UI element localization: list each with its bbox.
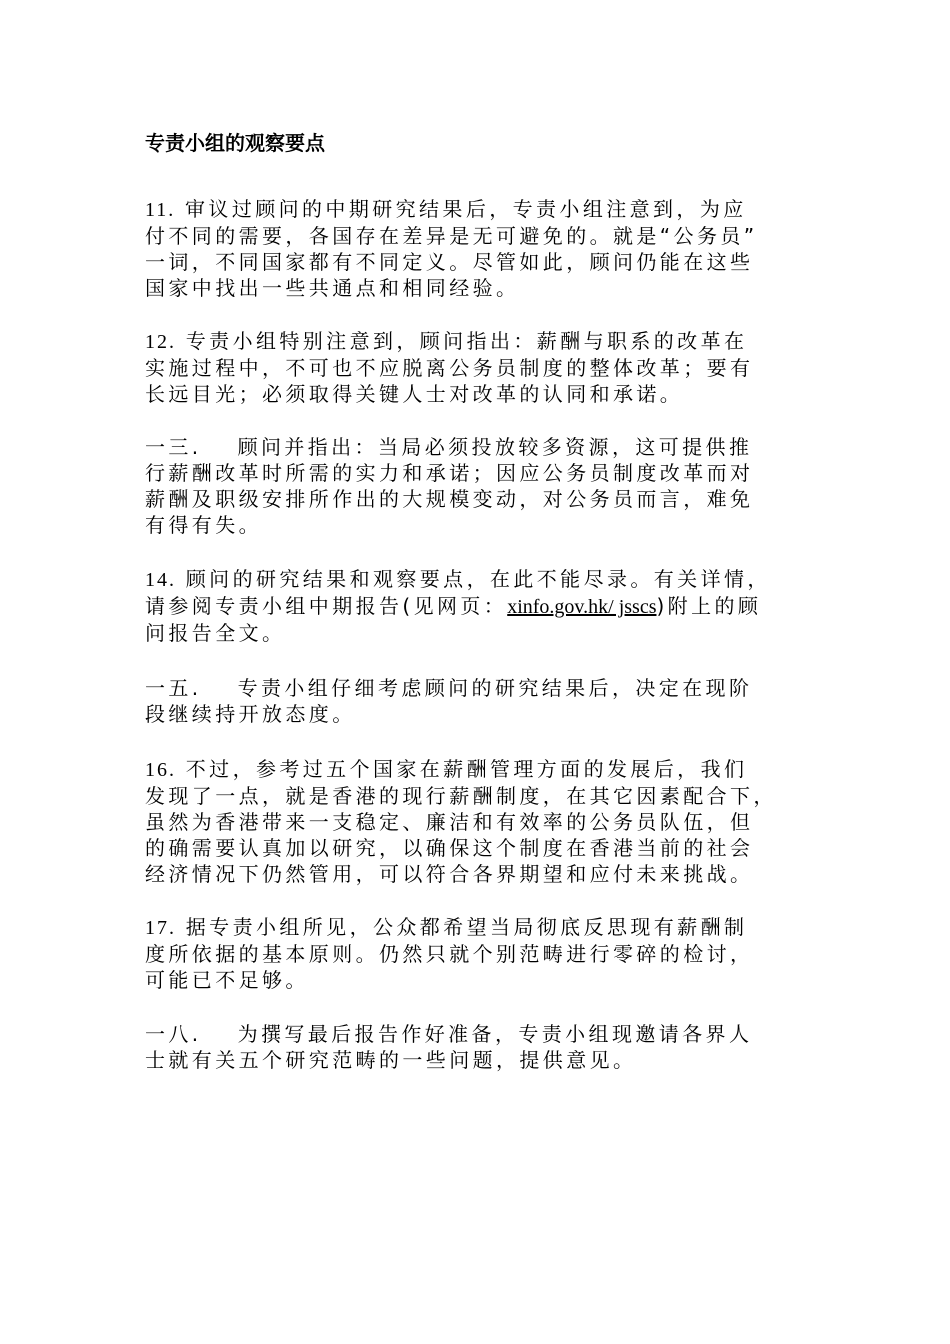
paragraph-line: 段继续持开放态度。 (145, 702, 356, 726)
paragraph-line: 的确需要认真加以研究，以确保这个制度在香港当前的社会 (145, 836, 754, 860)
paragraph-11 (145, 196, 835, 301)
paragraph-line: 付不同的需要，各国存在差异是无可避免的。就是“公务员” (145, 224, 758, 248)
paragraph-line: 有得有失。 (145, 513, 262, 537)
paragraph-line: 度所依据的基本原则。仍然只就个别范畴进行零碎的检讨， (145, 942, 754, 966)
paragraph-line: 发现了一点，就是香港的现行薪酬制度，在其它因素配合下， (145, 784, 777, 808)
paragraph-line (145, 756, 835, 783)
paragraph-line: 实施过程中，不可也不应脱离公务员制度的整体改革；要有 (145, 356, 754, 380)
paragraph-line: 虽然为香港带来一支稳定、廉洁和有效率的公务员队伍，但 (145, 810, 754, 834)
paragraph-number: 14. (145, 569, 176, 591)
paragraph-12 (145, 328, 835, 407)
paragraph-text: 不过，参考过五个国家在薪酬管理方面的发展后，我们 (185, 757, 748, 781)
paragraph-text: 专责小组特别注意到，顾问指出：薪酬与职系的改革在 (185, 329, 748, 353)
paragraph-15 (145, 675, 835, 727)
paragraph-line: 薪酬及职级安排所作出的大规模变动，对公务员而言，难免 (145, 487, 754, 511)
paragraph-number: 一三. (145, 435, 202, 459)
paragraph-line: 一词，不同国家都有不同定义。尽管如此，顾问仍能在这些 (145, 250, 754, 274)
paragraph-line: 国家中找出一些共通点和相同经验。 (145, 276, 520, 300)
paragraph-text: 顾问的研究结果和观察要点，在此不能尽录。有关详情， (185, 567, 771, 591)
paragraph-line: 长远目光；必须取得关键人士对改革的认同和承诺。 (145, 382, 684, 406)
paragraph-13 (145, 434, 835, 538)
paragraph-number: 11. (145, 199, 176, 221)
paragraph-17 (145, 914, 835, 993)
paragraph-line: 可能已不足够。 (145, 968, 309, 992)
paragraph-18 (145, 1021, 835, 1073)
paragraph-text: (见网页： (402, 594, 508, 618)
paragraph-line: 行薪酬改革时所需的实力和承诺；因应公务员制度改革而对 (145, 461, 754, 485)
paragraph-number: 12. (145, 331, 176, 353)
paragraph-line (145, 675, 835, 701)
paragraph-text: 请参阅专责小组中期报告 (145, 594, 403, 618)
paragraph-line: 经济情况下仍然管用，可以符合各界期望和应付未来挑战。 (145, 862, 754, 886)
paragraph-line (145, 914, 835, 941)
paragraph-line (145, 434, 835, 460)
paragraph-number: 16. (145, 759, 176, 781)
paragraph-number: 一八. (145, 1022, 202, 1046)
paragraph-14 (145, 566, 835, 646)
section-heading: 专责小组的观察要点 (145, 131, 325, 155)
paragraph-number: 一五. (145, 676, 202, 700)
paragraph-line: 问报告全文。 (145, 621, 286, 645)
paragraph-text: 顾问并指出：当局必须投放较多资源，这可提供推 (237, 435, 753, 459)
paragraph-text: 为撰写最后报告作好准备，专责小组现邀请各界人 (237, 1022, 753, 1046)
paragraph-text: 专责小组仔细考虑顾问的研究结果后，决定在现阶 (237, 676, 753, 700)
paragraph-line (145, 593, 835, 620)
paragraph-number: 17. (145, 917, 176, 939)
website-link[interactable]: xinfo.gov.hk/ jsscs (507, 596, 657, 618)
paragraph-line: 士就有关五个研究范畴的一些问题，提供意见。 (145, 1048, 637, 1072)
paragraph-line (145, 196, 835, 223)
paragraph-text: 据专责小组所见，公众都希望当局彻底反思现有薪酬制 (185, 915, 748, 939)
paragraph-16 (145, 756, 835, 887)
paragraph-line (145, 328, 835, 355)
paragraph-line (145, 1021, 835, 1047)
paragraph-line (145, 566, 835, 593)
paragraph-text: )附上的顾 (656, 594, 762, 618)
paragraph-text: 审议过顾问的中期研究结果后，专责小组注意到，为应 (185, 197, 747, 221)
